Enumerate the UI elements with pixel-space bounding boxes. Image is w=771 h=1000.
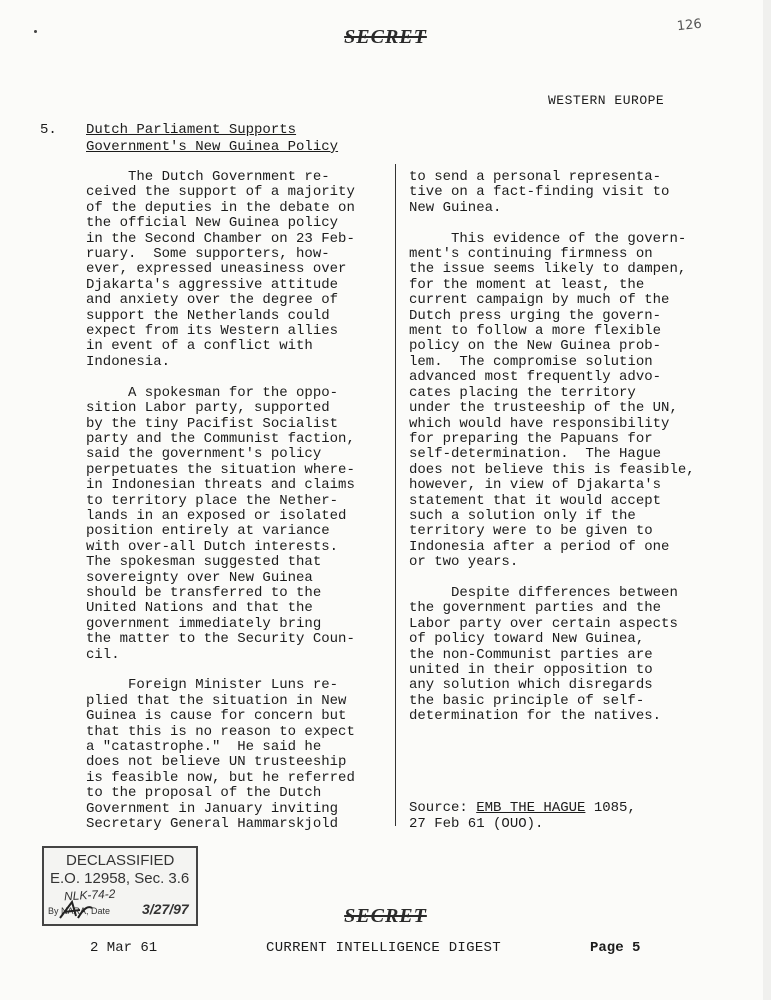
text-line: however, in view of Djakarta's [409, 477, 662, 494]
text-line: the official New Guinea policy [86, 215, 339, 232]
text-line: Despite differences between [409, 584, 678, 601]
headline-line-1: Dutch Parliament Supports [86, 122, 297, 138]
text-line: Government in January inviting [86, 800, 339, 817]
article-headline [86, 122, 338, 156]
text-line: should be transferred to the [86, 584, 322, 601]
text-line: the non-Communist parties are [409, 646, 653, 663]
text-line: Indonesia after a period of one [409, 538, 670, 555]
region-label: WESTERN EUROPE [548, 93, 665, 108]
text-line: Djakarta's aggressive attitude [86, 276, 339, 293]
text-line: which would have responsibility [409, 415, 670, 432]
left-column [86, 170, 355, 832]
text-line: is feasible now, but he referred [86, 769, 355, 786]
text-line: the basic principle of self- [409, 692, 645, 709]
text-line: position entirely at variance [86, 523, 330, 540]
text-line: said the government's policy [86, 446, 322, 463]
text-line: for preparing the Papuans for [409, 430, 653, 447]
text-line: lem. The compromise solution [409, 353, 653, 370]
text-line: ever, expressed uneasiness over [86, 261, 347, 278]
column-divider [395, 164, 396, 826]
right-column [409, 170, 695, 725]
text-line: and anxiety over the degree of [86, 292, 339, 309]
text-line: sition Labor party, supported [86, 400, 330, 417]
scan-edge [763, 0, 771, 1000]
text-line: the matter to the Security Coun- [86, 631, 355, 648]
source-classification: (OUO). [493, 816, 544, 832]
text-line: does not believe this is feasible, [409, 461, 695, 478]
text-line: the issue seems likely to dampen, [409, 261, 687, 278]
text-line: to send a personal representa- [409, 169, 662, 185]
text-line: in the Second Chamber on 23 Feb- [86, 230, 355, 247]
text-line: for the moment at least, the [409, 276, 645, 293]
source-label: Source: [409, 800, 468, 816]
text-line: support the Netherlands could [86, 307, 330, 324]
text-line: United Nations and that the [86, 600, 313, 617]
text-line: government immediately bring [86, 615, 322, 632]
text-line: cates placing the territory [409, 384, 636, 401]
text-line: in event of a conflict with [86, 338, 313, 355]
handwritten-page-number: 126 [676, 16, 703, 35]
text-line: Dutch press urging the govern- [409, 307, 662, 324]
text-line: or two years. [409, 554, 519, 571]
text-line: such a solution only if the [409, 507, 636, 524]
text-line: ceived the support of a majority [86, 184, 355, 201]
text-line: cil. [86, 646, 120, 663]
text-line: any solution which disregards [409, 677, 653, 694]
text-line: Indonesia. [86, 353, 171, 370]
text-line: of policy toward New Guinea, [409, 631, 645, 648]
text-line: ment to follow a more flexible [409, 323, 662, 340]
text-line: under the trusteeship of the UN, [409, 400, 678, 417]
source-number: 1085, [593, 800, 636, 816]
text-line: territory were to be given to [409, 523, 653, 540]
text-line [409, 571, 695, 586]
footer-date: 2 Mar 61 [90, 940, 158, 956]
text-line: policy on the New Guinea prob- [409, 338, 662, 355]
text-line: in Indonesian threats and claims [86, 477, 355, 494]
source-date: 27 Feb 61 [409, 816, 485, 832]
text-line: united in their opposition to [409, 662, 653, 678]
text-line: expect from its Western allies [86, 323, 339, 340]
source-citation [409, 800, 636, 832]
text-line: to the proposal of the Dutch [86, 785, 322, 802]
text-line: perpetuates the situation where- [86, 461, 355, 478]
scan-speck [34, 30, 37, 33]
text-line [409, 216, 695, 231]
stamp-date: 3/27/97 [142, 901, 189, 917]
text-line: that this is no reason to expect [86, 723, 355, 740]
source-reference: EMB THE HAGUE [476, 800, 586, 816]
stamp-case-number: NLK-74-2 [63, 886, 116, 904]
text-line: Labor party over certain aspects [409, 615, 678, 632]
text-line: a "catastrophe." He said he [86, 739, 322, 756]
footer-title: CURRENT INTELLIGENCE DIGEST [266, 940, 501, 956]
classification-bottom: SECRET [344, 905, 427, 927]
text-line: New Guinea. [409, 199, 502, 216]
text-line: party and the Communist faction, [86, 430, 355, 447]
stamp-authority: E.O. 12958, Sec. 3.6 [50, 870, 190, 887]
stamp-by-nara: By NARA, Date [48, 906, 111, 916]
headline-line-2: Government's New Guinea Policy [86, 139, 339, 155]
stamp-declassified: DECLASSIFIED [66, 852, 175, 869]
text-line: current campaign by much of the [409, 292, 670, 309]
text-line: Secretary General Hammarskjold [86, 816, 339, 833]
footer-page-number: Page 5 [590, 940, 641, 956]
text-line: of the deputies in the debate on [86, 199, 355, 216]
text-line: statement that it would accept [409, 492, 662, 509]
text-line: The Dutch Government re- [86, 169, 330, 185]
text-line [86, 663, 355, 678]
text-line: plied that the situation in New [86, 692, 347, 709]
text-line: does not believe UN trusteeship [86, 754, 347, 771]
text-line: The spokesman suggested that [86, 554, 322, 571]
text-line: This evidence of the govern- [409, 230, 687, 247]
text-line: Guinea is cause for concern but [86, 708, 347, 725]
text-line: the government parties and the [409, 600, 662, 617]
text-line: lands in an exposed or isolated [86, 507, 347, 524]
item-number: 5. [40, 122, 57, 138]
text-line: advanced most frequently advo- [409, 369, 662, 386]
text-line: ruary. Some supporters, how- [86, 246, 330, 263]
text-line: determination for the natives. [409, 708, 662, 725]
text-line: self-determination. The Hague [409, 446, 662, 463]
text-line: by the tiny Pacifist Socialist [86, 415, 339, 432]
text-line [86, 370, 355, 385]
text-line: sovereignty over New Guinea [86, 569, 313, 586]
text-line: tive on a fact-finding visit to [409, 184, 670, 201]
text-line: ment's continuing firmness on [409, 246, 653, 263]
text-line: A spokesman for the oppo- [86, 384, 339, 401]
text-line: Foreign Minister Luns re- [86, 677, 339, 694]
text-line: to territory place the Nether- [86, 492, 339, 509]
text-line: with over-all Dutch interests. [86, 538, 339, 555]
classification-top: SECRET [344, 26, 427, 48]
